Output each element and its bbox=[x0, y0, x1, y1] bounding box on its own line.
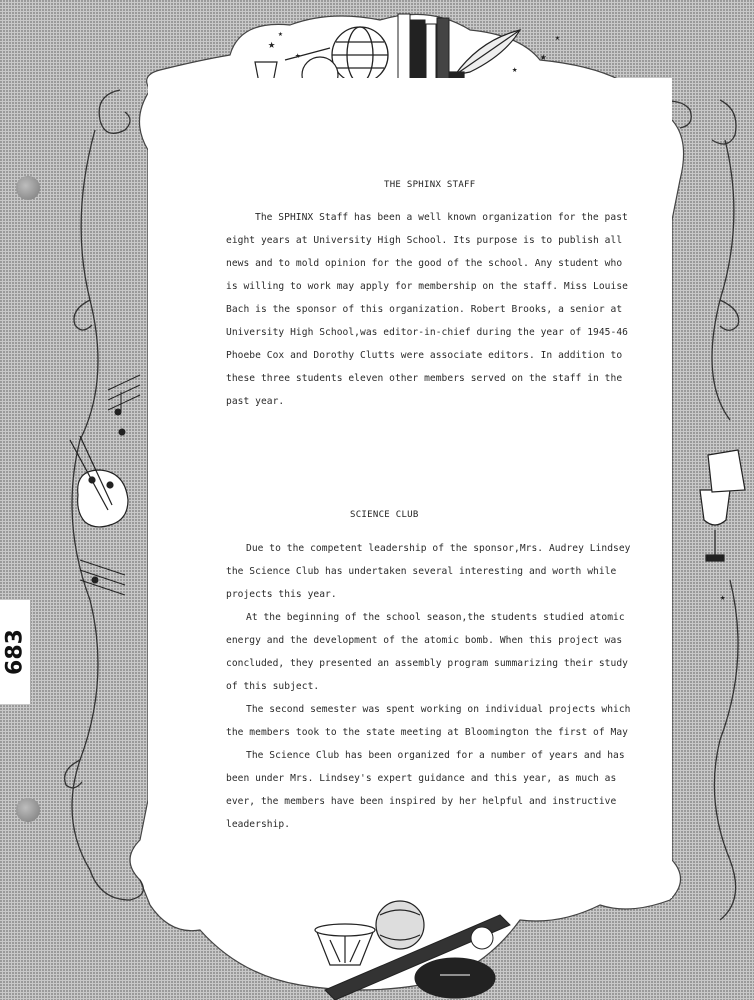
svg-text:★: ★ bbox=[295, 51, 301, 61]
page-number: 683 bbox=[2, 629, 28, 675]
sphinx-paragraph-line: is willing to work may apply for membership on the staff. Miss Louise bbox=[226, 281, 628, 292]
science-paragraph-line: been under Mrs. Lindsey's expert guidance and this year, as much as bbox=[226, 773, 617, 784]
sphinx-paragraph-line: eight years at University High School. Its purpose is to publish all bbox=[226, 235, 623, 246]
sphinx-paragraph-line: news and to mold opinion for the good of the school. Any student who bbox=[226, 258, 623, 269]
science-paragraph-line: the Science Club has undertaken several interesting and worth while bbox=[226, 566, 617, 577]
science-paragraph-line: concluded, they presented an assembly program summarizing their study bbox=[226, 658, 628, 669]
science-paragraph-line: the members took to the state meeting at Bloomington the first of May bbox=[226, 727, 628, 738]
science-paragraph-line: of this subject. bbox=[226, 681, 320, 692]
sphinx-paragraph-line: past year. bbox=[226, 396, 285, 407]
science-paragraph-line: leadership. bbox=[226, 819, 291, 830]
svg-text:★: ★ bbox=[540, 50, 547, 63]
sphinx-paragraph-line: The SPHINX Staff has been a well known organization for the past bbox=[255, 212, 628, 223]
sphinx-paragraph-line: Phoebe Cox and Dorothy Clutts were associate editors. In addition to bbox=[226, 350, 623, 361]
science-paragraph-line: The Science Club has been organized for a number of years and has bbox=[246, 750, 625, 761]
science-paragraph-line: projects this year. bbox=[226, 589, 337, 600]
svg-text:★: ★ bbox=[720, 593, 726, 603]
sphinx-staff-title: THE SPHINX STAFF bbox=[384, 180, 476, 190]
science-paragraph-line: energy and the development of the atomic bomb. When this project was bbox=[226, 635, 623, 646]
science-paragraph-line: The second semester was spent working on individual projects which bbox=[246, 704, 631, 715]
svg-text:★: ★ bbox=[555, 33, 560, 42]
science-club-title: SCIENCE CLUB bbox=[350, 510, 419, 520]
sphinx-paragraph-line: University High School,was editor-in-chief during the year of 1945-46 bbox=[226, 327, 628, 338]
sphinx-paragraph-line: Bach is the sponsor of this organization. Robert Brooks, a senior at bbox=[226, 304, 623, 315]
svg-text:★: ★ bbox=[268, 37, 276, 51]
science-paragraph-line: At the beginning of the school season,the students studied atomic bbox=[246, 612, 625, 623]
svg-text:★: ★ bbox=[512, 65, 518, 75]
sphinx-paragraph-line: these three students eleven other members served on the staff in the bbox=[226, 373, 623, 384]
svg-text:★: ★ bbox=[278, 29, 283, 38]
science-paragraph-line: Due to the competent leadership of the sponsor,Mrs. Audrey Lindsey bbox=[246, 543, 631, 554]
science-paragraph-line: ever, the members have been inspired by her helpful and instructive bbox=[226, 796, 617, 807]
